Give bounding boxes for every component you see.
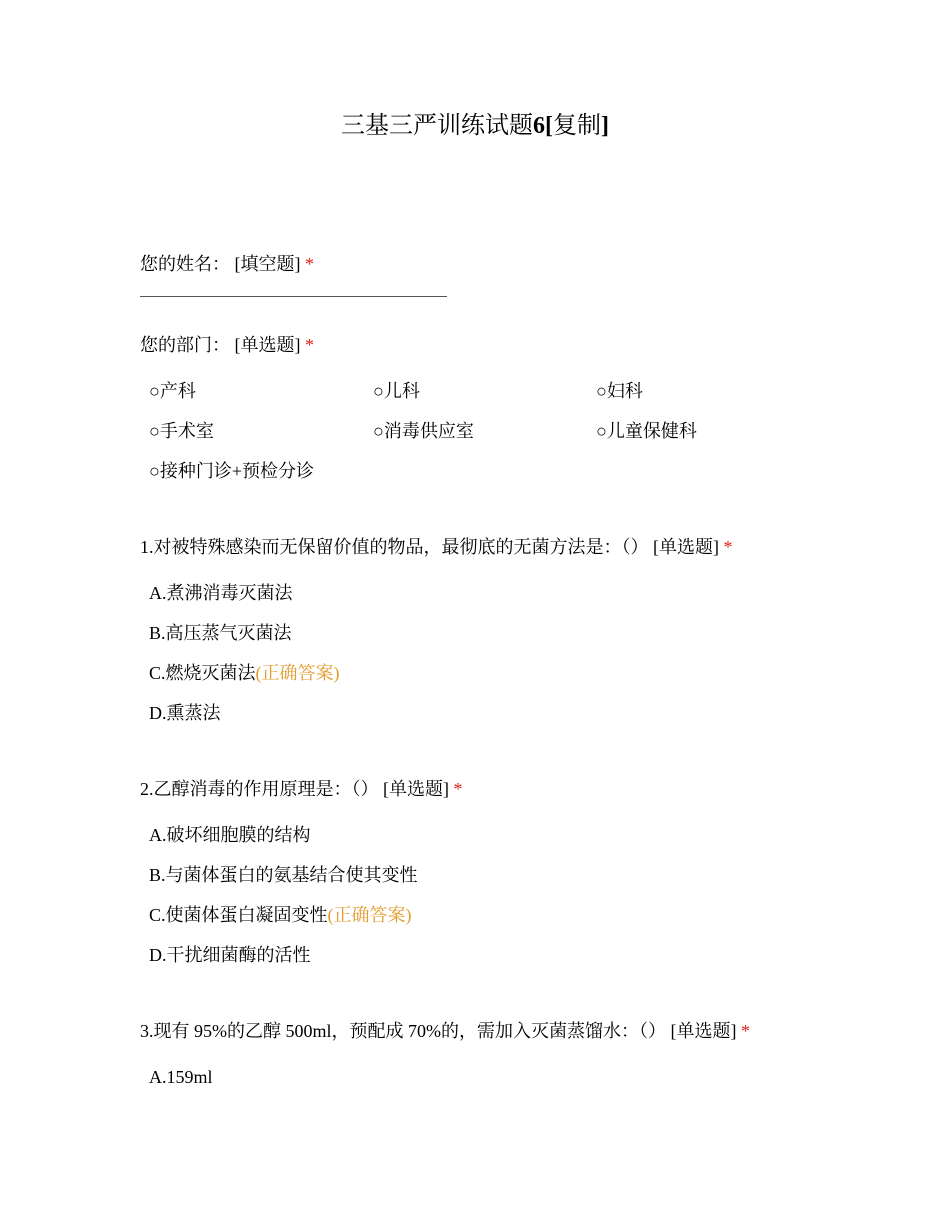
dept-option-vaccination[interactable]: ○接种门诊+预检分诊	[149, 461, 315, 481]
correct-answer-note: (正确答案)	[255, 663, 340, 683]
option-text: C.燃烧灭菌法	[149, 663, 256, 683]
question-text: 1.对被特殊感染而无保留价值的物品，最彻底的无菌方法是：（）	[140, 537, 649, 557]
required-mark: *	[305, 335, 314, 355]
question-department	[140, 333, 314, 357]
dept-option-sterile-supply[interactable]: ○消毒供应室	[373, 421, 474, 441]
q1-option-d[interactable]: D.熏蒸法	[149, 703, 221, 723]
title-main: 三基三严训练试题	[341, 113, 533, 139]
question-type: [单选题]	[234, 335, 301, 355]
title-number: 6[	[533, 113, 553, 139]
q2-option-d[interactable]: D.干扰细菌酶的活性	[149, 945, 311, 965]
q2-option-b[interactable]: B.与菌体蛋白的氨基结合使其变性	[149, 865, 418, 885]
q1-option-a[interactable]: A.煮沸消毒灭菌法	[149, 583, 293, 603]
question-name	[140, 252, 314, 276]
question-type: [单选题]	[383, 779, 449, 799]
required-mark: *	[305, 254, 314, 274]
title-bracket-close: ]	[601, 113, 609, 139]
question-text: 2.乙醇消毒的作用原理是：（）	[140, 779, 379, 799]
q1-option-b[interactable]: B.高压蒸气灭菌法	[149, 623, 292, 643]
required-mark: *	[723, 537, 733, 557]
dept-option-operating-room[interactable]: ○手术室	[149, 421, 214, 441]
q2-option-c[interactable]	[149, 903, 412, 927]
q1-option-c[interactable]	[149, 661, 340, 685]
question-type: [填空题]	[234, 254, 301, 274]
required-mark: *	[741, 1021, 750, 1041]
q2-option-a[interactable]: A.破坏细胞膜的结构	[149, 825, 311, 845]
correct-answer-note: (正确答案)	[327, 905, 412, 925]
required-mark: *	[453, 779, 463, 799]
question-type: [单选题]	[653, 537, 719, 557]
question-3	[140, 1019, 750, 1043]
title-suffix: 复制	[553, 113, 601, 139]
question-text: 3.现有 95%的乙醇 500ml，预配成 70%的，需加入灭菌蒸馏水：（）	[140, 1021, 666, 1041]
name-input[interactable]	[140, 296, 447, 297]
dept-option-obstetrics[interactable]: ○产科	[149, 381, 196, 401]
dept-option-child-health[interactable]: ○儿童保健科	[596, 421, 697, 441]
question-label: 您的姓名：	[140, 254, 230, 274]
dept-option-pediatrics[interactable]: ○儿科	[373, 381, 420, 401]
question-type: [单选题]	[670, 1021, 737, 1041]
page-title	[0, 110, 950, 142]
question-2	[140, 777, 463, 801]
q3-option-a[interactable]: A.159ml	[149, 1067, 213, 1087]
dept-option-gynecology[interactable]: ○妇科	[596, 381, 643, 401]
question-label: 您的部门：	[140, 335, 230, 355]
option-text: C.使菌体蛋白凝固变性	[149, 905, 328, 925]
question-1	[140, 535, 733, 559]
